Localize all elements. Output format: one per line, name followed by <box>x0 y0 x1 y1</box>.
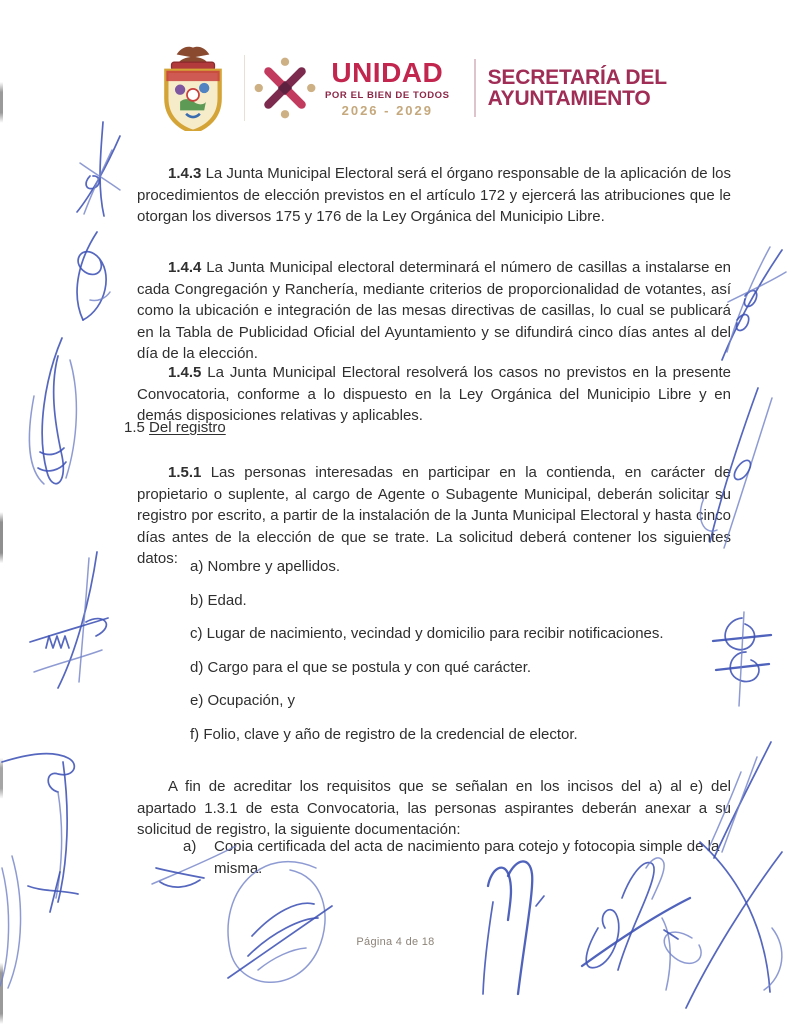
document-header <box>148 44 667 132</box>
header-divider-right <box>474 59 476 117</box>
signature-left-2 <box>77 232 110 320</box>
paragraph-1-4-4 <box>137 257 731 365</box>
list-item-marker: a) <box>183 838 197 855</box>
paragraph-1-4-3 <box>137 163 731 228</box>
list-item-text: Copia certificada del acta de nacimiento para cotejo y fotocopia simple de la misma. <box>214 838 720 877</box>
paragraph-1-5-1 <box>137 462 731 570</box>
paragraph-text: La Junta Municipal Electoral resolverá los casos no previstos en la presente Convocatoria, conforme a lo dispuesto en la Ley Orgánica del Municipio Libre y en demás disposiciones relativas y aplicables. <box>137 364 731 424</box>
section-title: Del registro <box>149 419 226 436</box>
secretariat-line1: SECRETARÍA DEL <box>487 65 667 89</box>
signature-left-4 <box>30 552 108 688</box>
paragraph-text: La Junta Municipal electoral determinará el número de casillas a instalarse en cada Congregación y Ranchería, mediante criterios de proporcionalidad de votantes, así como la ubicación e integración de las mesas directivas de casillas, lo cual se publicará en la Tabla de Publicidad Oficial del Ayuntamiento y se difundirá cinco días antes al del día de la elección. <box>137 259 732 362</box>
closing-paragraph: A fin de acreditar los requisitos que se señalan en los incisos del a) al e) del apartado 1.3.1 de esta Convocatoria, las personas aspirantes deberán anexar a su solicitud de registro, la siguiente documentación: <box>137 778 731 838</box>
page-number: Página 4 de 18 <box>356 936 435 948</box>
list-item: c) Lugar de nacimiento, vecindad y domicilio para recibir notificaciones. <box>190 625 664 642</box>
signature-right-3 <box>713 612 771 706</box>
documentation-list-item <box>183 836 731 879</box>
signature-left-3 <box>29 338 76 484</box>
paragraph-number: 1.4.4 <box>168 259 202 276</box>
unidad-logo-icon <box>253 56 317 120</box>
requirements-list <box>190 556 664 757</box>
header-divider-left <box>244 55 245 121</box>
list-item: a) Nombre y apellidos. <box>190 558 341 575</box>
list-item: f) Folio, clave y año de registro de la credencial de elector. <box>190 725 578 743</box>
paragraph-number: 1.4.3 <box>168 165 202 182</box>
section-number: 1.5 <box>124 419 145 436</box>
signature-bottom-left-edge <box>0 856 21 988</box>
list-item: d) Cargo para el que se postula y con qué carácter. <box>190 658 532 676</box>
paragraph-number: 1.5.1 <box>168 464 202 481</box>
paragraph-text: La Junta Municipal Electoral será el órgano responsable de la aplicación de los procedimientos de elección previstos en el artículo 172 y ejercerá las atribuciones que le otorgan los diversos 175 y 176 de la Ley Orgánica del Municipio Libre. <box>137 165 732 225</box>
list-item: e) Ocupación, y <box>190 692 296 709</box>
signature-right-1 <box>722 247 786 360</box>
signature-bottom-2 <box>228 862 332 983</box>
section-heading-1-5 <box>124 417 226 439</box>
list-item: b) Edad. <box>190 591 247 609</box>
signature-left-5 <box>2 754 78 912</box>
unidad-tagline: POR EL BIEN DE TODOS <box>325 89 450 101</box>
signature-left-1 <box>77 122 120 216</box>
secretariat-line2: AYUNTAMIENTO <box>487 87 651 110</box>
signature-bottom-3 <box>483 861 544 994</box>
unidad-title: UNIDAD <box>331 56 444 88</box>
unidad-wordmark <box>325 56 450 118</box>
unidad-term-years: 2026 - 2029 <box>341 102 434 118</box>
municipal-coat-of-arms-icon <box>148 45 238 131</box>
scan-edge-artifact <box>0 0 3 1024</box>
secretariat-title <box>488 67 667 110</box>
paragraph-1-4-5 <box>137 362 731 427</box>
paragraph-text: Las personas interesadas en participar en la contienda, en carácter de propietario o suplente, al cargo de Agente o Subagente Municipal, deberán solicitar su registro por escrito, a partir de la instalación de la Junta Municipal Electoral y hasta cinco días antes de la elección de que se trate. La solicitud deberá contener los siguientes datos: <box>137 464 731 567</box>
paragraph-number: 1.4.5 <box>168 364 202 381</box>
